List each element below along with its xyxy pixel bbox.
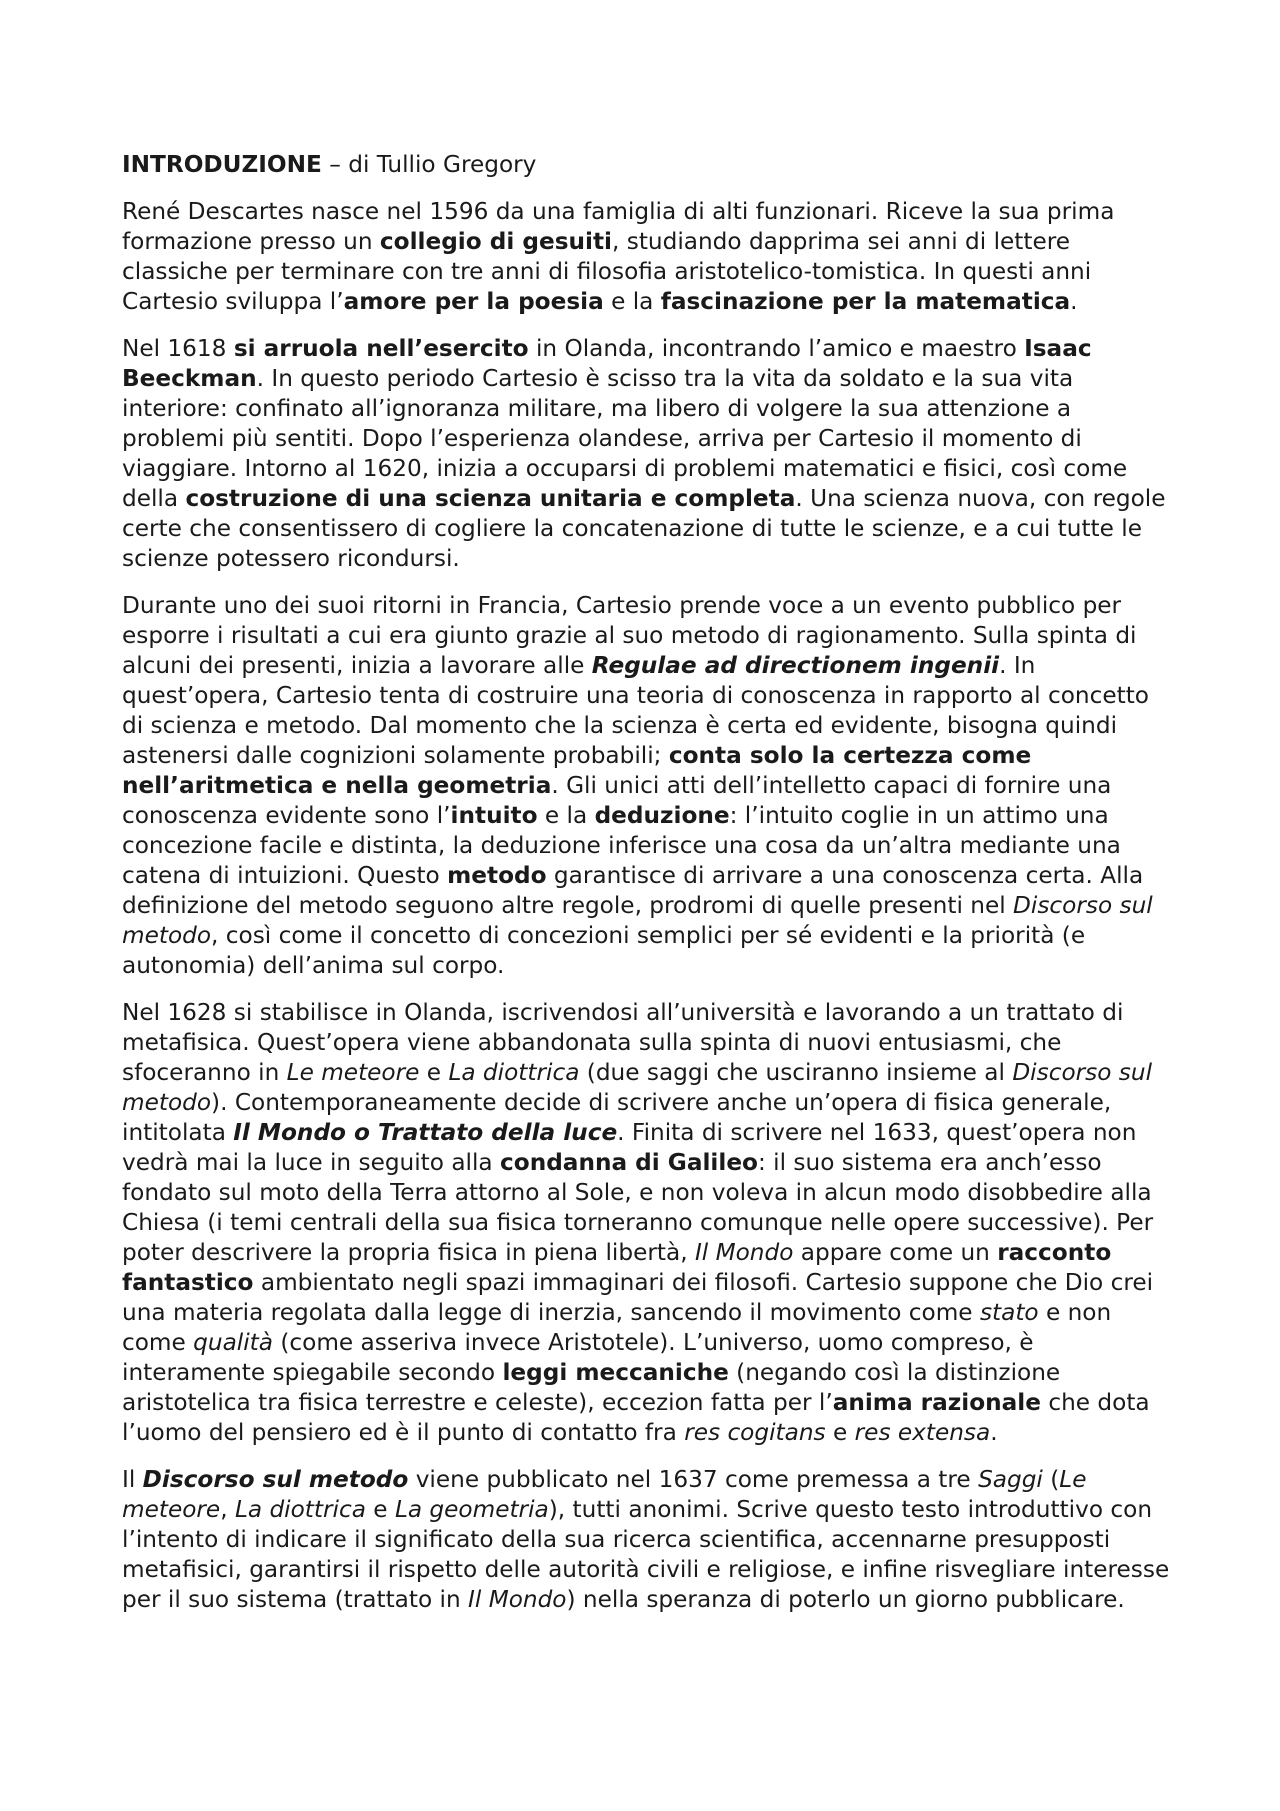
heading-byline: – di Tullio Gregory xyxy=(321,151,537,178)
text-run: e xyxy=(825,1419,855,1446)
text-run: viene pubblicato nel 1637 come premessa a tre xyxy=(408,1466,979,1493)
text-run: . xyxy=(990,1419,998,1446)
text-run: e la xyxy=(603,288,661,315)
text-run: René Descartes nasce nel 1596 da una famiglia di alti funzionari. Riceve la sua prima formazione presso un xyxy=(122,198,1115,255)
text-run: costruzione di una scienza unitaria e completa xyxy=(185,485,796,512)
text-run: appare come un xyxy=(793,1239,998,1266)
text-run: condanna di Galileo xyxy=(500,1149,758,1176)
paragraph-5 xyxy=(122,1465,1170,1615)
text-run: (negando così la distinzione aristotelica tra fisica terrestre e celeste), eccezion fatta per l’ xyxy=(122,1359,1061,1416)
text-run: Nel 1618 xyxy=(122,335,234,362)
heading-title: INTRODUZIONE xyxy=(122,151,322,178)
text-run: Il Mondo xyxy=(694,1239,794,1266)
text-run: ( xyxy=(1042,1466,1060,1493)
text-run: in Olanda, incontrando l’amico e maestro xyxy=(528,335,1025,362)
text-run: racconto fantastico xyxy=(122,1239,1112,1296)
text-run: ) nella speranza di poterlo un giorno pubblicare. xyxy=(566,1586,1125,1613)
text-run: e xyxy=(419,1059,449,1086)
text-run: metodo xyxy=(447,862,547,889)
text-run: : il suo sistema era anch’esso fondato sul moto della Terra attorno al Sole, e non voleva in alcun modo disobbedire alla Chiesa (i temi centrali della sua fisica torneranno comunque nelle opere successive). Per poter descrivere la propria fisica in piena libertà, xyxy=(122,1149,1154,1266)
text-run: e non come xyxy=(122,1299,1112,1356)
text-run: Saggi xyxy=(978,1466,1043,1493)
text-run: Durante uno dei suoi ritorni in Francia, Cartesio prende voce a un evento pubblico per esporre i risultati a cui era giunto grazie al suo metodo di ragionamento. Sulla spinta di alcuni dei presenti, inizia a lavorare alle xyxy=(122,592,1137,679)
text-run: res extensa xyxy=(854,1419,991,1446)
text-run: La diottrica xyxy=(234,1496,366,1523)
text-run: Discorso sul metodo xyxy=(142,1466,409,1493)
text-run: : l’intuito coglie in un attimo una concezione facile e distinta, la deduzione inferisce una cosa da un’altra mediante una catena di intuizioni. Questo xyxy=(122,802,1121,889)
text-run: . Gli unici atti dell’intelletto capaci di fornire una conoscenza evidente sono l’ xyxy=(122,772,1112,829)
text-run: La geometria xyxy=(394,1496,549,1523)
paragraph-3 xyxy=(122,591,1170,981)
text-run: Il Mondo xyxy=(468,1586,567,1613)
text-run: stato xyxy=(979,1299,1039,1326)
text-run: Le meteore xyxy=(286,1059,420,1086)
text-run: si arruola nell’esercito xyxy=(233,335,529,362)
text-run: garantisce di arrivare a una conoscenza certa. Alla definizione del metodo seguono altre regole, prodromi di quelle presenti nel xyxy=(122,862,1144,919)
text-run: . In quest’opera, Cartesio tenta di costruire una teoria di conoscenza in rapporto al concetto di scienza e metodo. Dal momento che la scienza è certa ed evidente, bisogna quindi astenersi dalle cognizioni solamente probabili; xyxy=(122,652,1149,769)
text-run: res cogitans xyxy=(684,1419,826,1446)
text-run: . Finita di scrivere nel 1633, quest’opera non vedrà mai la luce in seguito alla xyxy=(122,1119,1137,1176)
document-page xyxy=(122,150,1170,1632)
paragraph-4 xyxy=(122,998,1170,1448)
text-run: Le meteore xyxy=(122,1466,1087,1523)
text-run: collegio di gesuiti xyxy=(379,228,612,255)
text-run: (come asseriva invece Aristotele). L’universo, uomo compreso, è interamente spiegabile secondo xyxy=(122,1329,1034,1386)
text-run: . Una scienza nuova, con regole certe che consentissero di cogliere la concatenazione di tutte le scienze, e a cui tutte le scienze potessero ricondursi. xyxy=(122,485,1166,572)
text-run: Isaac Beeckman xyxy=(122,335,1092,392)
document-body xyxy=(122,197,1170,1615)
text-run: ), tutti anonimi. Scrive questo testo introduttivo con l’intento di indicare il significato della sua ricerca scientifica, accennarne presupposti metafisici, garantirsi il rispetto delle autorità civili e religiose, e infine risvegliare interesse per il suo sistema (trattato in xyxy=(122,1496,1170,1613)
text-run: Discorso sul metodo xyxy=(122,892,1153,949)
text-run: . xyxy=(1070,288,1078,315)
text-run: intuito xyxy=(450,802,538,829)
text-run: , studiando dapprima sei anni di lettere classiche per terminare con tre anni di filosofia aristotelico-tomistica. In questi anni Cartesio sviluppa l’ xyxy=(122,228,1092,315)
text-run: La diottrica xyxy=(448,1059,580,1086)
paragraph-1 xyxy=(122,197,1170,317)
text-run: , xyxy=(220,1496,235,1523)
text-run: Discorso sul metodo xyxy=(122,1059,1153,1116)
document-heading xyxy=(122,150,1170,180)
text-run: e xyxy=(365,1496,395,1523)
text-run: che dota l’uomo del pensiero ed è il punto di contatto fra xyxy=(122,1389,1150,1446)
paragraph-2 xyxy=(122,334,1170,574)
text-run: Nel 1628 si stabilisce in Olanda, iscrivendosi all’università e lavorando a un trattato di metafisica. Quest’opera viene abbandonata sulla spinta di nuovi entusiasmi, che sfoceranno in xyxy=(122,999,1124,1086)
text-run: leggi meccaniche xyxy=(502,1359,729,1386)
text-run: Regulae ad directionem ingenii xyxy=(591,652,1000,679)
text-run: ambientato negli spazi immaginari dei filosofi. Cartesio suppone che Dio crei una materia regolata dalla legge di inerzia, sancendo il movimento come xyxy=(122,1269,1154,1326)
text-run: conta solo la certezza come nell’aritmetica e nella geometria xyxy=(122,742,1032,799)
text-run: . In questo periodo Cartesio è scisso tra la vita da soldato e la sua vita interiore: confinato all’ignoranza militare, ma libero di volgere la sua attenzione a problemi più sentiti. Dopo l’esperienza olandese, arriva per Cartesio il momento di viaggiare. Intorno al 1620, inizia a occuparsi di problemi matematici e fisici, così come della xyxy=(122,365,1128,512)
text-run: fascinazione per la matematica xyxy=(660,288,1071,315)
text-run: , così come il concetto di concezioni semplici per sé evidenti e la priorità (e autonomia) dell’anima sul corpo. xyxy=(122,922,1086,979)
text-run: e la xyxy=(537,802,595,829)
text-run: deduzione xyxy=(594,802,730,829)
text-run: (due saggi che usciranno insieme al xyxy=(579,1059,1013,1086)
text-run: Il Mondo o Trattato della luce xyxy=(233,1119,618,1146)
text-run: qualità xyxy=(193,1329,273,1356)
text-run: Il xyxy=(122,1466,143,1493)
text-run: ). Contemporaneamente decide di scrivere anche un’opera di fisica generale, intitolata xyxy=(122,1089,1112,1146)
text-run: anima razionale xyxy=(832,1389,1041,1416)
text-run: amore per la poesia xyxy=(343,288,604,315)
